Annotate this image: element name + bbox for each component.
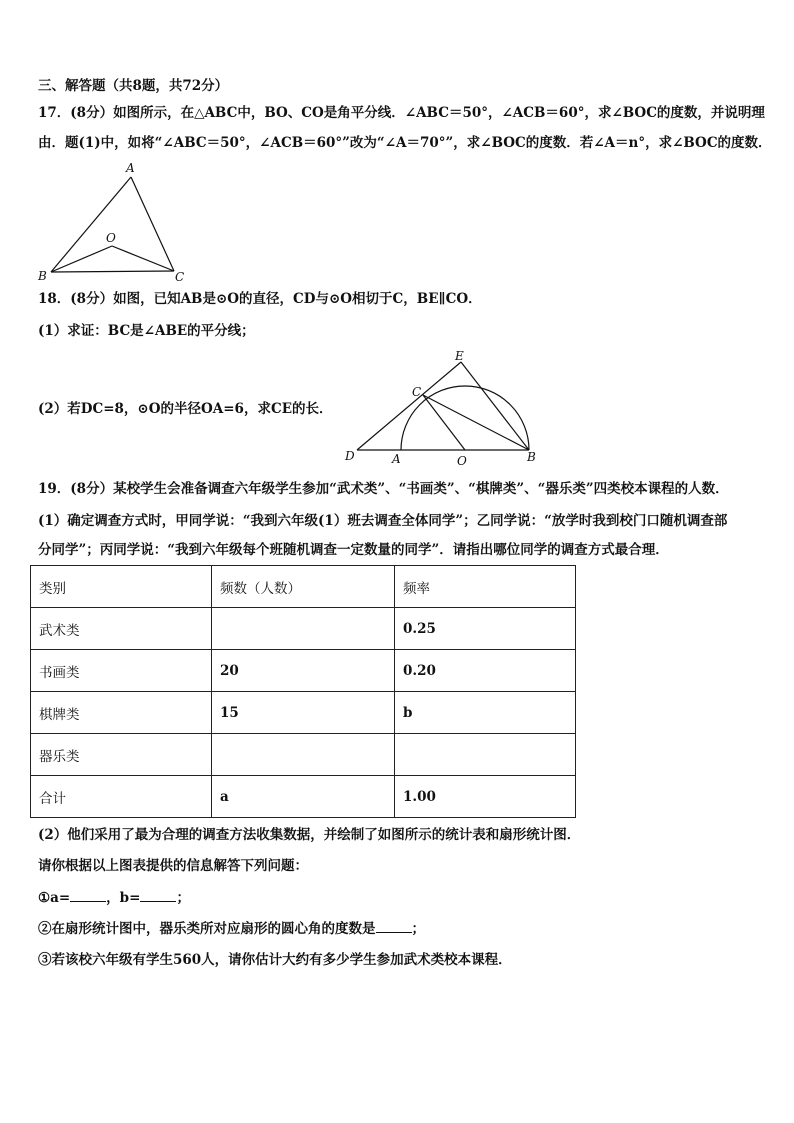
answer-blank-a: [70, 889, 106, 902]
q17-line2: 由．题(1)中，如将“∠ABC＝50°，∠ACB＝60°”改为“∠A＝70°”，求∠BOC的度数．若∠A＝n°，求∠BOC的度数．: [38, 135, 772, 151]
table-row: [31, 734, 576, 776]
q18-part1: (1）求证：BC是∠ABE的平分线；: [38, 323, 255, 339]
q17-label-a: A: [126, 161, 135, 175]
sub2-text: ②在扇形统计图中，器乐类所对应扇形的圆心角的度数是: [38, 921, 376, 937]
table-row: [31, 608, 576, 650]
q19-intro: 请你根据以上图表提供的信息解答下列问题：: [38, 858, 308, 874]
q19-sub3: ③若该校六年级有学生560人，请你估计大约有多少学生参加武术类校本课程．: [38, 952, 512, 968]
frequency-table: [30, 565, 576, 818]
table-cell: 20: [212, 650, 395, 692]
table-cell: [212, 734, 395, 776]
q18-label-b: B: [527, 450, 536, 464]
answer-blank-b: [140, 889, 176, 902]
table-header-row: [31, 566, 576, 608]
table-header-cell: 频率: [395, 566, 576, 608]
q17-line1: 17．(8分）如图所示，在△ABC中，BO、CO是角平分线．∠ABC＝50°，∠ACB＝60°，求∠BOC的度数，并说明理: [38, 105, 765, 121]
table-cell: 合计: [31, 776, 212, 818]
q17-label-b: B: [38, 269, 47, 283]
table-cell: 15: [212, 692, 395, 734]
table-cell: a: [212, 776, 395, 818]
table-cell: 书画类: [31, 650, 212, 692]
q17-label-o: O: [106, 231, 116, 245]
table-cell: 1.00: [395, 776, 576, 818]
table-cell: 0.20: [395, 650, 576, 692]
table-header-cell: 频数（人数）: [212, 566, 395, 608]
sub1-b-label: ，b=: [106, 890, 141, 906]
section-title: 三、解答题（共8题，共72分）: [38, 78, 229, 94]
table-cell: 0.25: [395, 608, 576, 650]
table-cell: 器乐类: [31, 734, 212, 776]
table-row: [31, 692, 576, 734]
table-row: [31, 650, 576, 692]
q19-sub1: [38, 889, 190, 907]
table-cell: b: [395, 692, 576, 734]
q19-part1-line1: (1）确定调查方式时，甲同学说：“我到六年级(1）班去调查全体同学”；乙同学说：“放学时我到校门口随机调查部: [38, 513, 728, 529]
table-row: [31, 776, 576, 818]
q19-sub2: [38, 920, 425, 938]
q18-line1: 18．(8分）如图，已知AB是⊙O的直径，CD与⊙O相切于C，BE∥CO．: [38, 291, 482, 307]
q18-label-o: O: [457, 454, 467, 468]
q18-label-a: A: [392, 452, 401, 466]
table-cell: 武术类: [31, 608, 212, 650]
q18-label-c: C: [412, 385, 422, 399]
table-header-cell: 类别: [31, 566, 212, 608]
q19-part2: (2）他们采用了最为合理的调查方法收集数据，并绘制了如图所示的统计表和扇形统计图．: [38, 827, 581, 843]
q19-part1-line2: 分同学”；丙同学说：“我到六年级每个班随机调查一定数量的同学”．请指出哪位同学的调查方式最合理．: [38, 542, 669, 558]
q19-line1: 19．(8分）某校学生会准备调查六年级学生参加“武术类”、“书画类”、“棋牌类”、“器乐类”四类校本课程的人数．: [38, 481, 729, 497]
q18-part2: (2）若DC=8，⊙O的半径OA=6，求CE的长．: [38, 401, 333, 417]
table-cell: 棋牌类: [31, 692, 212, 734]
answer-blank-angle: [376, 920, 412, 933]
sub1-end: ；: [176, 890, 190, 906]
table-cell: [212, 608, 395, 650]
q17-triangle-figure: [30, 158, 200, 283]
sub1-a-label: ①a=: [38, 890, 71, 906]
table-cell: [395, 734, 576, 776]
q18-label-e: E: [455, 350, 464, 363]
q17-label-c: C: [175, 270, 185, 283]
q18-label-d: D: [345, 449, 355, 463]
sub2-end: ；: [411, 921, 425, 937]
q18-circle-tangent-figure: [340, 350, 550, 470]
